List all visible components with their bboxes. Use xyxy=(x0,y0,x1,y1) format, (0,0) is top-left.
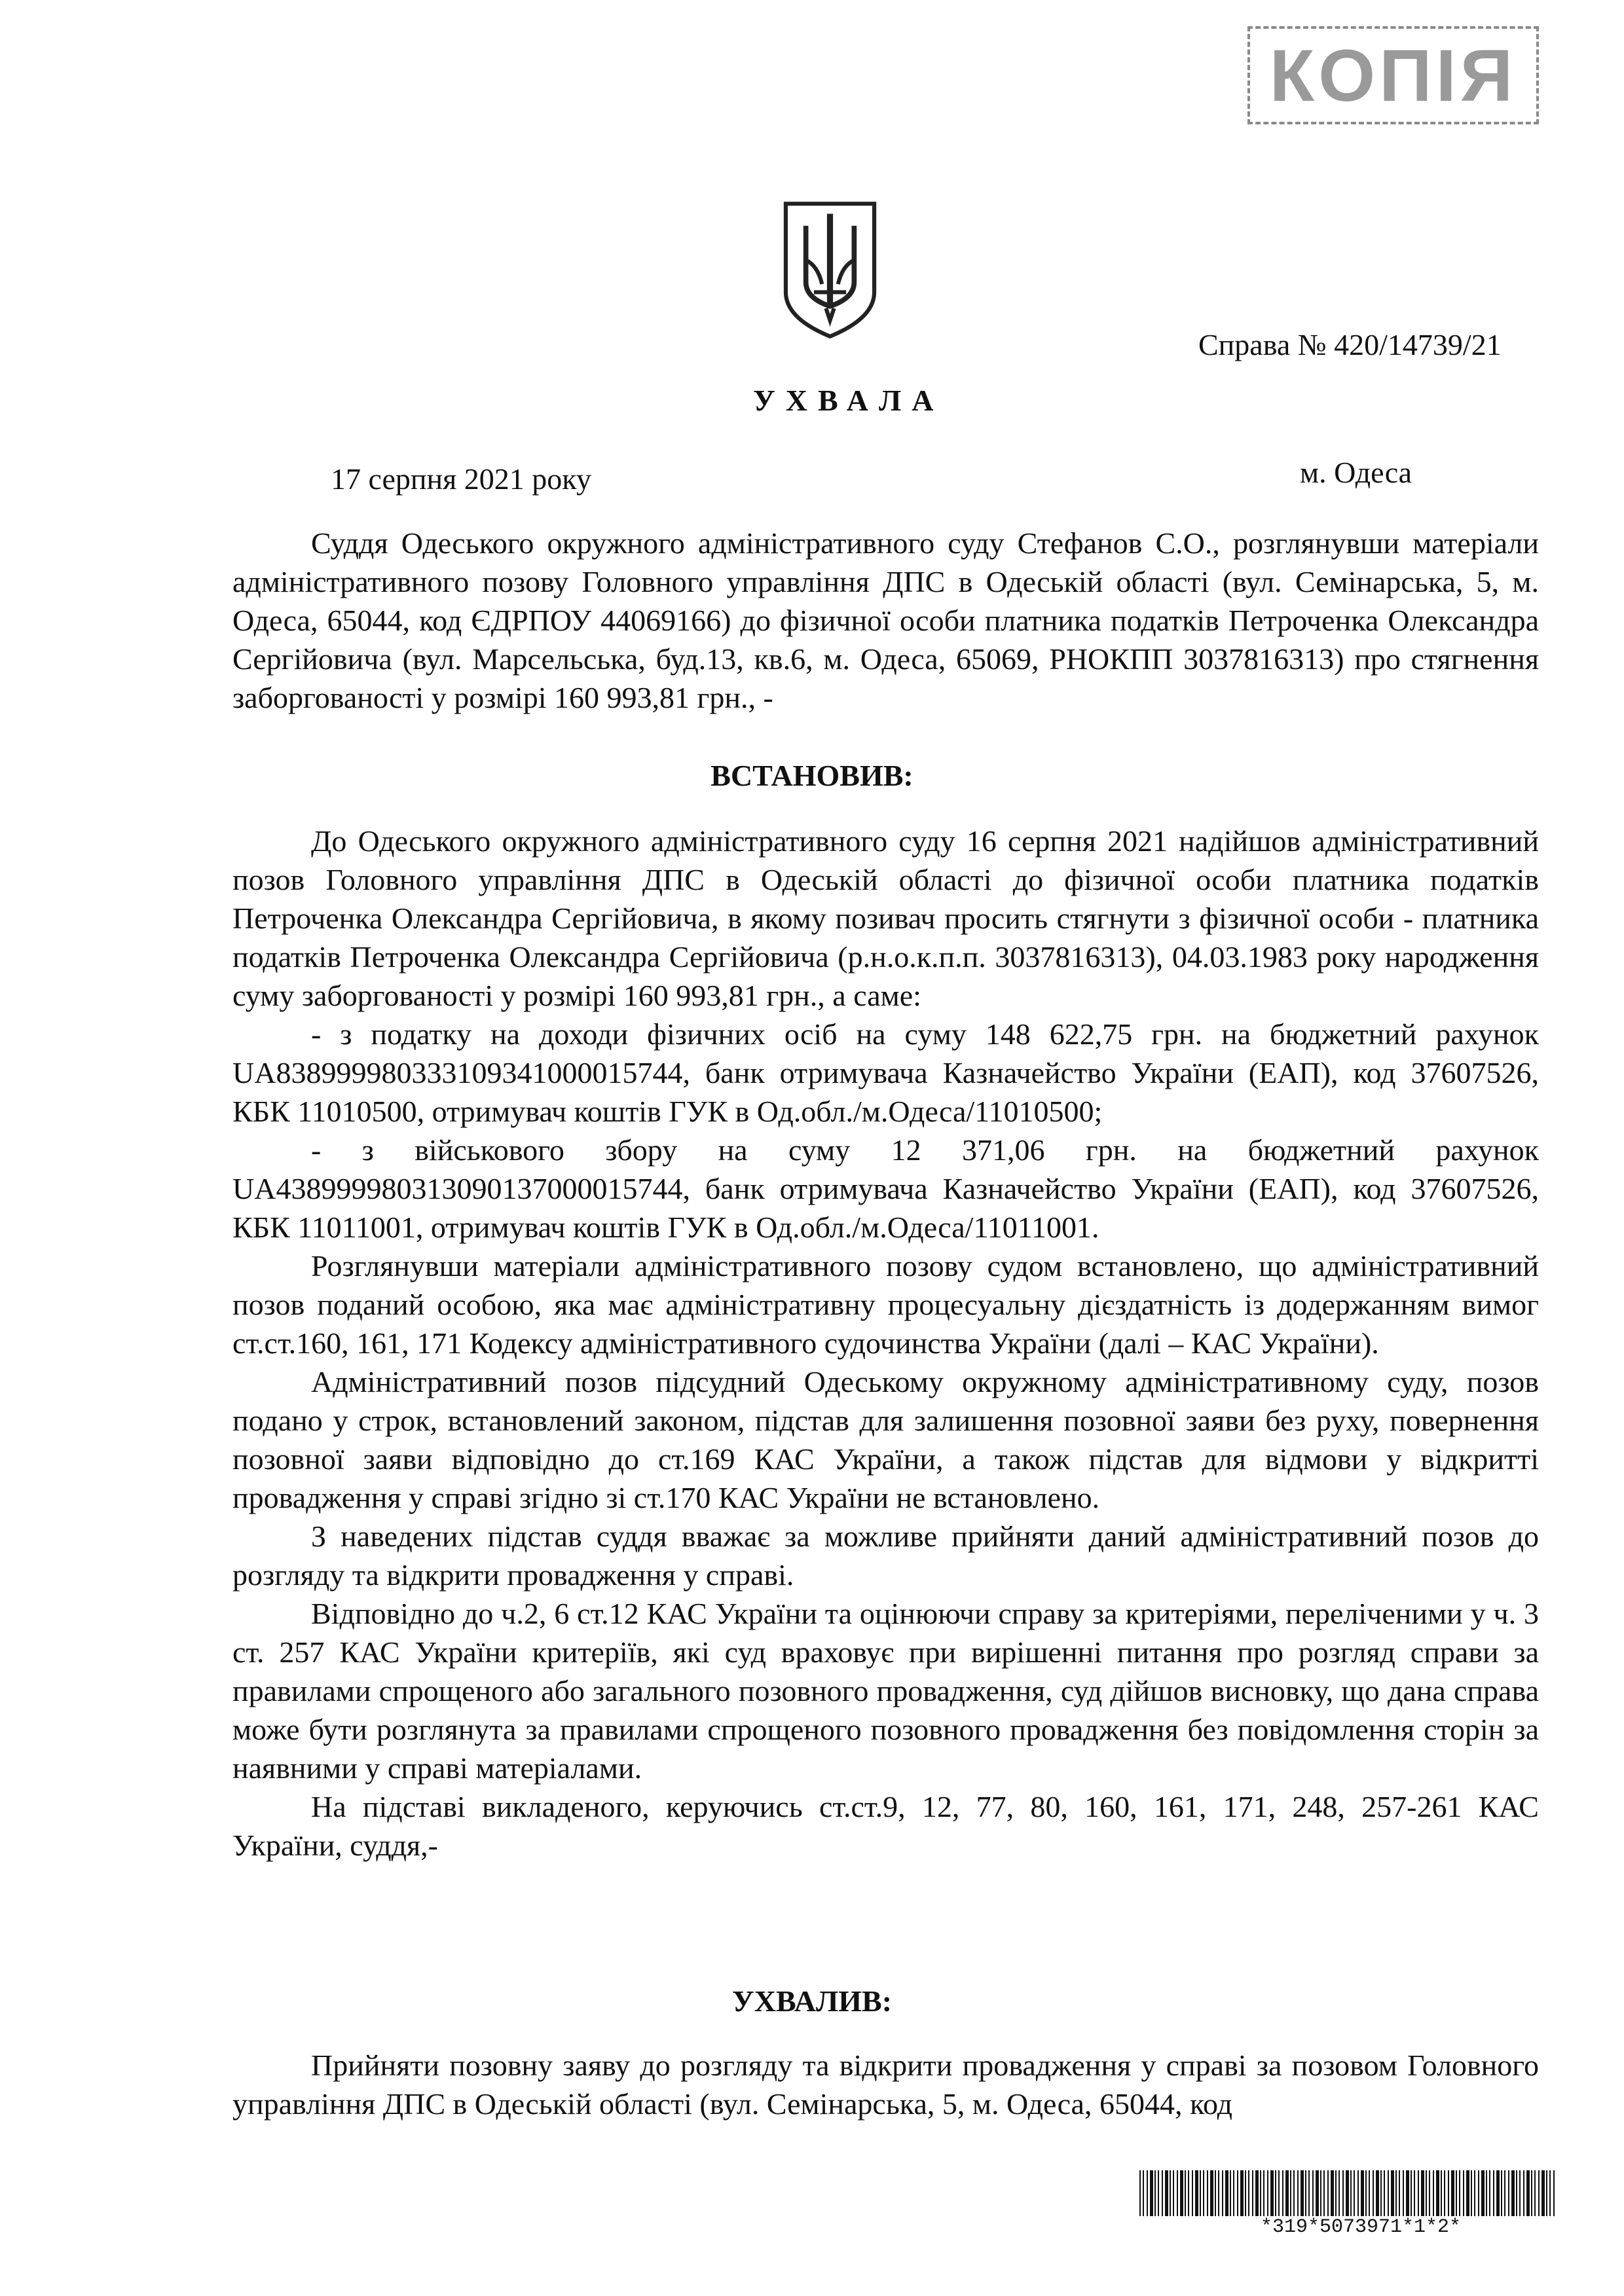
barcode-bar xyxy=(1308,2170,1310,2216)
document-city: м. Одеса xyxy=(1300,456,1412,489)
barcode-bar xyxy=(1478,2170,1479,2216)
barcode-bar xyxy=(1207,2170,1208,2216)
established-paragraph-2: Розглянувши матеріали адміністративного позову судом встановлено, що адміністративний позов поданий особою, яка має адміністративну процесуальну дієздатність із додержанням вимог ст.ст.160, 161, 171 Кодексу адміністративного судочинства України (далі – КАС України). xyxy=(232,1249,1539,1360)
barcode-bar xyxy=(1441,2170,1442,2216)
barcode-bar xyxy=(1237,2170,1238,2216)
barcode-bar xyxy=(1369,2170,1370,2216)
barcode-bar xyxy=(1346,2170,1349,2216)
barcode-bar xyxy=(1357,2170,1359,2216)
barcode-bar xyxy=(1188,2170,1189,2216)
barcode-bar xyxy=(1285,2170,1289,2216)
document-title: УХВАЛА xyxy=(753,384,944,417)
established-paragraph-6: На підставі викладеного, керуючись ст.ст.9, 12, 77, 80, 160, 161, 171, 248, 257-261 КАС України, суддя,- xyxy=(232,1790,1539,1862)
barcode-bar xyxy=(1451,2170,1454,2216)
barcode-bar xyxy=(1173,2170,1174,2216)
case-number: Справа № 420/14739/21 xyxy=(1198,328,1502,361)
barcode-bar xyxy=(1448,2170,1449,2216)
barcode-bar xyxy=(1395,2170,1397,2216)
barcode-bar xyxy=(1414,2170,1415,2216)
barcode-bar xyxy=(1139,2170,1141,2216)
barcode-bar xyxy=(1180,2170,1183,2216)
barcode-bar xyxy=(1459,2170,1460,2216)
barcode-bar xyxy=(1215,2170,1216,2216)
barcode-bar xyxy=(1147,2170,1148,2216)
barcode-bar xyxy=(1411,2170,1412,2216)
list-item-pdfo: - з податку на доходи фізичних осіб на суму 148 622,75 грн. на бюджетний рахунок UA838999980333109341000015744, банк отримувача Казначейство України (ЕАП), код 37607526, КБК 11010500, отримувач коштів ГУК в Од.обл./м.Одеса/11010500; xyxy=(232,1017,1539,1128)
barcode-bar xyxy=(1426,2170,1427,2216)
barcode-bar xyxy=(1373,2170,1374,2216)
barcode-bar xyxy=(1436,2170,1439,2216)
barcode-bar xyxy=(1335,2170,1337,2216)
barcode-bar xyxy=(1165,2170,1168,2216)
barcode-bar xyxy=(1230,2170,1231,2216)
barcode-bar xyxy=(1354,2170,1355,2216)
barcode-bar xyxy=(1275,2170,1276,2216)
trident-emblem-icon xyxy=(779,200,881,340)
barcode-bar xyxy=(1177,2170,1178,2216)
barcode-bar xyxy=(1158,2170,1159,2216)
ruled-heading: УХВАЛИВ: xyxy=(731,1984,893,2018)
barcode-bar xyxy=(1526,2170,1530,2216)
barcode-bar xyxy=(1399,2170,1400,2216)
barcode-bar xyxy=(1255,2170,1259,2216)
intro-paragraph-block xyxy=(232,524,1539,717)
barcode-bar xyxy=(1338,2170,1340,2216)
barcode-bar xyxy=(1222,2170,1223,2216)
barcode-bar xyxy=(1474,2170,1475,2216)
barcode-bar xyxy=(1388,2170,1389,2216)
barcode-bar xyxy=(1154,2170,1156,2216)
barcode-bar xyxy=(1553,2170,1555,2216)
barcode-bar xyxy=(1185,2170,1186,2216)
barcode-bar xyxy=(1546,2170,1547,2216)
barcode-bar xyxy=(1252,2170,1253,2216)
barcode-bar xyxy=(1541,2170,1545,2216)
barcode-bar xyxy=(1444,2170,1445,2216)
established-section xyxy=(232,822,1539,1865)
barcode-bar xyxy=(1531,2170,1532,2216)
barcode-bar xyxy=(1263,2170,1264,2216)
barcode-bar xyxy=(1162,2170,1163,2216)
barcode-bar xyxy=(1489,2170,1490,2216)
barcode-bar xyxy=(1511,2170,1515,2216)
barcode-bar xyxy=(1504,2170,1505,2216)
barcode-bar xyxy=(1210,2170,1213,2216)
copy-stamp: КОПІЯ xyxy=(1247,26,1539,124)
established-paragraph-5: Відповідно до ч.2, 6 ст.12 КАС України та оцінюючи справу за критеріями, переліченими у ч. 3 ст. 257 КАС України критеріїв, які суд враховує при вирішенні питання про розгляд справи за правилами спрощеного або загального позовного провадження, суд дійшов висновку, що дана справа може бути розглянута за правилами спрощеного позовного провадження без повідомлення сторін за наявними у справі матеріалами. xyxy=(232,1597,1539,1785)
barcode-bar xyxy=(1290,2170,1291,2216)
barcode-bar xyxy=(1456,2170,1457,2216)
barcode-bar xyxy=(1195,2170,1198,2216)
barcode-bar xyxy=(1327,2170,1329,2216)
barcode-bar xyxy=(1496,2170,1500,2216)
barcode-bar xyxy=(1143,2170,1144,2216)
ruled-paragraph-1: Прийняти позовну заяву до розгляду та відкрити провадження у справі за позовом Головного управління ДПС в Одеській області (вул. Семінарська, 5, м. Одеса, 65044, код xyxy=(232,2049,1539,2121)
barcode-bar xyxy=(1361,2170,1364,2216)
barcode-bar xyxy=(1203,2170,1204,2216)
barcode-bar xyxy=(1376,2170,1379,2216)
barcode-bar xyxy=(1293,2170,1295,2216)
barcode-bar xyxy=(1316,2170,1319,2216)
barcode-bar xyxy=(1471,2170,1472,2216)
barcode-bar xyxy=(1418,2170,1419,2216)
barcode-bar xyxy=(1523,2170,1524,2216)
barcode-number: *319*5073971*1*2* xyxy=(1261,2216,1462,2238)
barcode-bar xyxy=(1466,2170,1469,2216)
barcode-bar xyxy=(1463,2170,1464,2216)
barcode-bar xyxy=(1282,2170,1283,2216)
barcode-bar xyxy=(1200,2170,1201,2216)
barcode-bar xyxy=(1549,2170,1551,2216)
list-item-military-fee: - з військового збору на суму 12 371,06 грн. на бюджетний рахунок UA438999980313090137000015744, банк отримувача Казначейство України (ЕАП), код 37607526, КБК 11011001, отримувач коштів ГУК в Од.обл./м.Одеса/11011001. xyxy=(232,1133,1539,1244)
barcode-bar xyxy=(1516,2170,1517,2216)
barcode-bar xyxy=(1297,2170,1299,2216)
barcode-bar xyxy=(1301,2170,1304,2216)
document-date: 17 серпня 2021 року xyxy=(331,462,591,496)
barcode-bar xyxy=(1278,2170,1280,2216)
barcode-bar xyxy=(1519,2170,1521,2216)
barcode-bar xyxy=(1406,2170,1409,2216)
established-heading: ВСТАНОВИВ: xyxy=(710,759,913,792)
barcode-bar xyxy=(1493,2170,1494,2216)
barcode-bar xyxy=(1421,2170,1424,2216)
established-paragraph-4: З наведених підстав суддя вважає за можливе прийняти даний адміністративний позов до розгляду та відкрити провадження у справі. xyxy=(232,1520,1539,1592)
barcode-bar xyxy=(1225,2170,1228,2216)
barcode-bar xyxy=(1391,2170,1394,2216)
barcode-bar xyxy=(1350,2170,1352,2216)
barcode-bar xyxy=(1233,2170,1234,2216)
barcode-bar xyxy=(1538,2170,1540,2216)
barcode-bar xyxy=(1267,2170,1268,2216)
intro-paragraph: Суддя Одеського окружного адміністративного суду Стефанов С.О., розглянувши матеріали адміністративного позову Головного управління ДПС в Одеській області (вул. Семінарська, 5, м. Одеса, 65044, код ЄДРПОУ 44069166) до фізичної особи платника податків Петроченка Олександра Сергійовича (вул. Марсельська, буд.13, кв.6, м. Одеса, 65069, РНОКПП 3037816313) про стягнення заборгованості у розмірі 160 993,81 грн., - xyxy=(232,526,1539,714)
ruled-section xyxy=(232,2046,1539,2123)
barcode-bar xyxy=(1429,2170,1430,2216)
barcode-bar xyxy=(1384,2170,1385,2216)
barcode-bar xyxy=(1323,2170,1325,2216)
barcode-bar xyxy=(1320,2170,1321,2216)
barcode-bar xyxy=(1501,2170,1502,2216)
barcode-bar xyxy=(1170,2170,1171,2216)
barcode-bar xyxy=(1403,2170,1404,2216)
established-paragraph-1: До Одеського окружного адміністративного суду 16 серпня 2021 надійшов адміністративний позов Головного управління ДПС в Одеській області до фізичної особи платника податків Петроченка Олександра Сергійовича, в якому позивач просить стягнути з фізичної особи - платника податків Петроченка Олександра Сергійовича (р.н.о.к.п.п. 3037816313), 04.03.1983 року народження суму заборгованості у розмірі 160 993,81 грн., а саме: xyxy=(232,824,1539,1012)
barcode-bar xyxy=(1240,2170,1244,2216)
barcode-bar xyxy=(1433,2170,1434,2216)
barcode-bar xyxy=(1260,2170,1261,2216)
barcode-bar xyxy=(1218,2170,1219,2216)
barcode-bar xyxy=(1342,2170,1344,2216)
barcode-bar xyxy=(1245,2170,1246,2216)
barcode-bar xyxy=(1380,2170,1382,2216)
barcode-bar xyxy=(1305,2170,1306,2216)
barcode-bar xyxy=(1192,2170,1193,2216)
barcode-bar xyxy=(1248,2170,1249,2216)
barcode-bar xyxy=(1312,2170,1314,2216)
barcode-bar xyxy=(1508,2170,1509,2216)
barcode-bar xyxy=(1331,2170,1334,2216)
barcode-bar xyxy=(1270,2170,1274,2216)
document-barcode xyxy=(1139,2170,1559,2216)
barcode-bar xyxy=(1486,2170,1487,2216)
barcode-bar xyxy=(1150,2170,1153,2216)
barcode-bar xyxy=(1365,2170,1367,2216)
established-paragraph-3: Адміністративний позов підсудний Одеському окружному адміністративному суду, позов подано у строк, встановлений законом, підстав для залишення позовної заяви без руху, повернення позовної заяви відповідно до ст.169 КАС України, а також підстав для відмови у відкритті провадження у справі згідно зі ст.170 КАС України не встановлено. xyxy=(232,1365,1539,1514)
barcode-bar xyxy=(1481,2170,1485,2216)
barcode-bar xyxy=(1534,2170,1536,2216)
